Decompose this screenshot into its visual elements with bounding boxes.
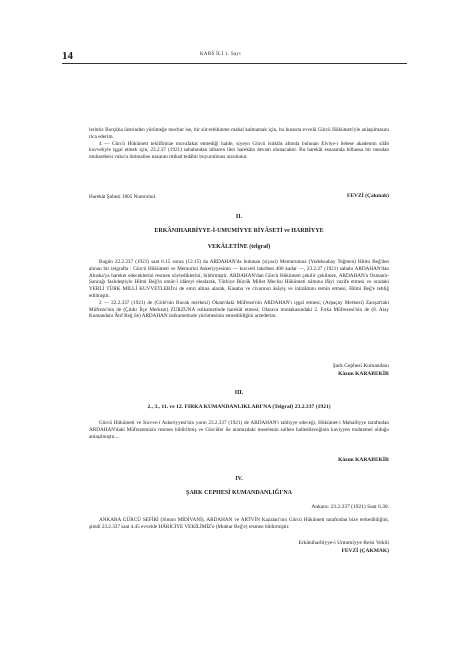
section-2-para-2: 2 — 22.2.337 (1921) de (Göle'nin Bucak merkezi) Okam'daki Müfreze'nin ARDAHAN'ı işgal etmesi; (Arpaçay Merkezi) Zarışat'taki Müfreze'nin de (Çıldır İlçe Merkezi) ZURZUNA istikametinde harekât etmesi; Olarava mıntakasındaki 2. Fırka Müfrezesi'nin de (8. Alay Kumandanı Âtıf Beğ ile) ARDAHAN istikametinde yürümesinin emredildiğini arzederim. — [89, 299, 389, 320]
section-2-numeral: II. — [235, 214, 243, 220]
section-2-signature: Kâzım KARABEKİR — [338, 371, 389, 377]
section-4-date: Ankara: 23.2.337 (1921) Saat 6.30. — [311, 504, 389, 510]
section-4-signature: FEVZİ (ÇAKMAK) — [341, 548, 389, 554]
section-2-title: ERKÂNIHARBİYYE-İ-UMUMİYYE RİYÂSETİ ve HARBİYYE — [154, 228, 324, 234]
section-3-para-1: Gürcü Hükümeti ve Kuvve-i Askeriyyesi'nin yarın 23.2.337 (1921) de ARDAHAN'ı tahliyye edeceği, Hükümet-i Mahalliyye tarafından ARDAHAN'daki Müfrezemizin resmen bildirilmiş ve Gürcüler ile aramızdaki meselenin sulhen halledileceğinin kaviyyen muhtemel olduğu anlaşılmıştır.... — [89, 420, 389, 440]
page-number: 14 — [62, 50, 73, 62]
running-title: KARS İLİ 1. Sayı — [200, 52, 241, 57]
intro-block — [89, 127, 389, 161]
section-4-body — [89, 517, 389, 531]
section-4-title: ŞARK CEPHESİ KUMANDANLIĞI'NA — [185, 490, 292, 496]
section-2-body — [89, 259, 389, 320]
intro-signature: FEVZİ (Çakmak) — [346, 193, 389, 199]
section-4-numeral: IV. — [235, 476, 243, 482]
intro-footer-left: Harekât Şubesi 1805 Numrolud. — [89, 194, 157, 200]
section-3-signature: Kâzım KARABEKİR — [338, 457, 389, 463]
section-2-para-1: Bugün 22.2.337 (1921) saat 6.15 sonra (12.15) da ARDAHAN'da bulunan (siyasi) Memurumuz (Yedeksubay Teğmen) Hilmi Beğ'den alınan bir telgrafta : Gürcü Hükümeti ve Memurini Askeriyyesinin — kuvveti takriben 400 kadar —, 23.2.37 (1921) sabahı ARDAHAN'dan Ahıska'ya hareket edeceklerini resmen söylediklerini, bildirmiştir. ARDAHAN'dan Gürcü Hükümeti çekilir çekilmez, ARDAHAN'a Osmanlı-Sancağı faslıdeştiyle Hilmi Beğ'in umûr-î idâreyi elealarak, Türkiye Büyük Millet Meclisi Hükümeti nâmına ifâyi vazife etmesi ve oradaki YERLİ TÜRK MİLLİ KUVVETLERİ'ni de emri altına alarak, Kasaba ve civarının âsâyiş ve intizâmını temin etmesi, Hilmi Beğ'e tebliğ edilmiştir. — [89, 259, 389, 299]
section-2-subtitle: VEKÂLETİNE (telgraf) — [207, 244, 271, 250]
section-3-title: 2., 3., 11. ve 12. FIRKA KUMANDANLIKLARI'NA (Telgraf) 23.2.337 (1921) — [147, 404, 331, 410]
intro-para-1: lerimiz Borçkha üzerinden yürümeğe mecbur ise, bir süt-tebihinme mahal kalmamak için, bu hususta evvelâ Gürcü Hükümeti'yle anlaşılmasını rica ederim. — [89, 127, 389, 140]
section-4-sig-title: Erkâniharbiyye-i Umumiyye Reisi Vekili — [298, 540, 389, 546]
section-3-body — [89, 420, 389, 440]
intro-para-2: 4 — Gürcü Hükümeti teklifimize muvafakat etmediği halde, siyeyn Gürcü istiklâs altında bulunan Elviye-i Selese akademin silâh kuvvetiyle işgal etmek için, 23.2.37 (1921) sabahından itibaren ileri harekâta devam olunacaktır. Bu harekât esnasında bilhassa bir mesdan muharebesi vuku'u ihtimaline nazaran ittihad tedâbir buyurulması arzolunur. — [89, 140, 389, 161]
section-2-sig-title: Şark Cephesi Kumandanı — [332, 363, 389, 369]
section-4-para-1: ANKARA GÜRCÜ SEFİRİ (Simon MİDİVANİ), ARDAHAN ve ARTVİN Kazaları'nın Gürcü Hükümeti tarafından bize terkedildiğini, şimdi 23.2.337 saat 4.45 evvelde HÂRİCİYE VEKİLİMİZ'e (Muhtar Beğ'e) resmen bildirmiştir. — [89, 517, 389, 530]
section-3-numeral: III. — [234, 390, 244, 396]
header-rule — [62, 63, 407, 64]
